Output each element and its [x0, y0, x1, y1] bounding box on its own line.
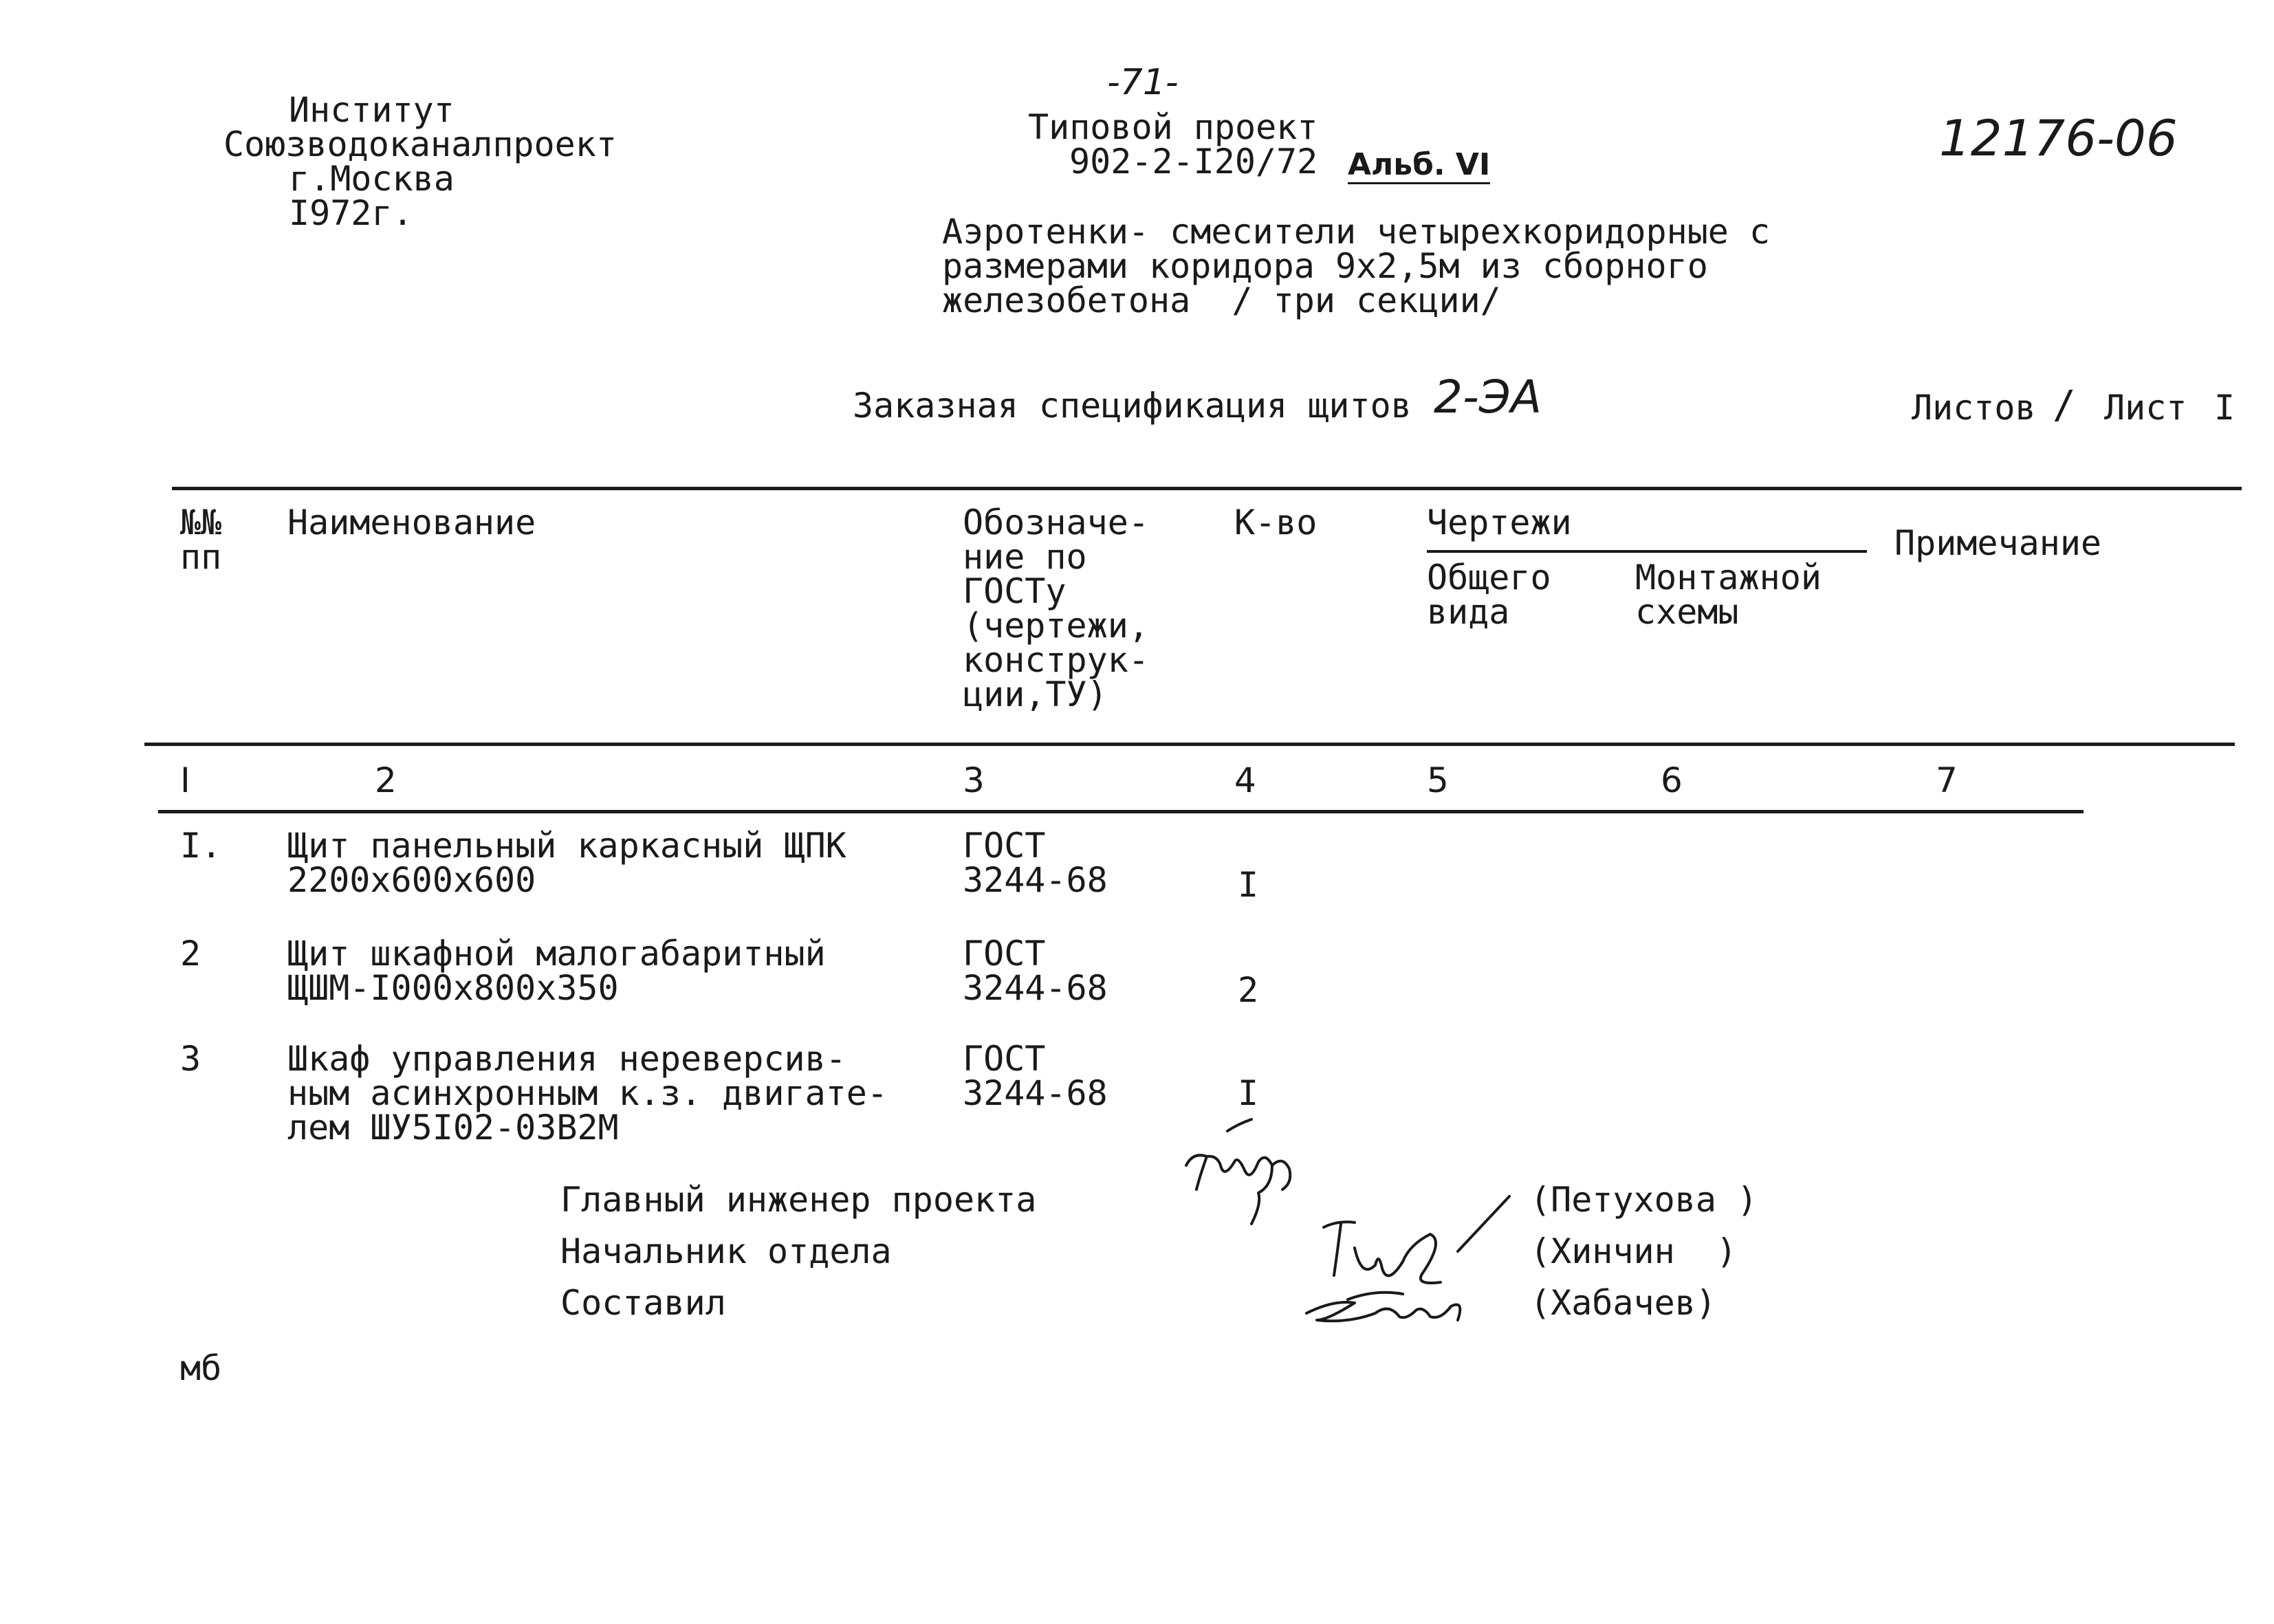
description-line-2: размерами коридора 9х2,5м из сборного	[942, 246, 1708, 286]
header-mounting-scheme: Монтажной схемы	[1635, 558, 1822, 632]
sheet-label: Лист	[2104, 388, 2187, 428]
signature-2-stroke	[1324, 1196, 1509, 1283]
column-number-1: I	[180, 760, 190, 800]
signature-role-department-head: Начальник отдела	[560, 1231, 892, 1271]
row-3-name: Шкаф управления нереверсив- ным асинхронным к.з. двигате- лем ШУ5I02-03В2М	[287, 1039, 888, 1148]
description-line-1: Аэротенки- смесители четырехкоридорные с	[942, 212, 1771, 252]
project-label: Типовой проект	[1028, 107, 1318, 147]
signature-3-stroke	[1307, 1293, 1460, 1321]
row-3-designation: ГОСТ 3244-68	[963, 1039, 1108, 1113]
header-num: №№ пп	[180, 503, 222, 577]
page-number: -71-	[1107, 62, 1179, 103]
inventory-number: 12176-06	[1939, 109, 2178, 167]
column-number-4: 4	[1234, 760, 1256, 800]
spec-code: 2-ЭА	[1434, 371, 1542, 424]
column-number-2: 2	[375, 760, 397, 800]
signature-name-department-head: (Хинчин )	[1530, 1231, 1738, 1271]
sheets-total-label: Листов	[1912, 388, 2036, 428]
signature-1-stroke	[1186, 1155, 1290, 1224]
institute-city: г.Москва	[289, 159, 455, 199]
table-top-rule	[172, 487, 2242, 490]
row-3-num: 3	[180, 1039, 201, 1079]
column-number-5: 5	[1427, 760, 1449, 800]
header-general-view: Общего вида	[1427, 558, 1551, 632]
sheets-total-value: /	[2053, 383, 2076, 428]
signature-role-chief-engineer: Главный инженер проекта	[560, 1180, 1037, 1220]
row-3-qty: I	[1238, 1073, 1259, 1113]
header-qty: К-во	[1234, 503, 1318, 542]
project-album: Альб. VI	[1348, 148, 1490, 184]
row-2-qty: 2	[1238, 970, 1259, 1010]
project-code: 902-2-I20/72	[1069, 142, 1318, 182]
handwritten-signatures	[1169, 1114, 1540, 1341]
column-numbers-bottom-rule	[158, 810, 2084, 813]
header-note: Примечание	[1894, 523, 2102, 563]
row-1-name: Щит панельный каркасный ЩПК 2200х600х600	[287, 826, 846, 900]
drawings-group-rule	[1427, 550, 1867, 553]
row-2-num: 2	[180, 934, 201, 974]
signature-role-compiled-by: Составил	[560, 1283, 726, 1323]
column-number-6: 6	[1661, 760, 1683, 800]
row-1-designation: ГОСТ 3244-68	[963, 826, 1108, 900]
signature-name-chief-engineer: (Петухова )	[1530, 1180, 1758, 1220]
sheet-value: I	[2214, 388, 2235, 428]
row-1-qty: I	[1238, 865, 1259, 905]
header-bottom-rule	[144, 743, 2235, 746]
column-number-3: 3	[963, 760, 985, 800]
row-1-num: I.	[180, 826, 222, 866]
institute-name: Институт	[289, 90, 455, 130]
description-line-3: железобетона / три секции/	[942, 281, 1501, 320]
spec-title: Заказная спецификация щитов	[853, 386, 1412, 426]
header-drawings: Чертежи	[1427, 503, 1572, 542]
institute-year: I972г.	[289, 193, 413, 233]
header-name: Наименование	[287, 503, 536, 542]
column-number-7: 7	[1936, 760, 1958, 800]
row-2-designation: ГОСТ 3244-68	[963, 934, 1108, 1008]
row-2-name: Щит шкафной малогабаритный ЩШМ-I000х800х350	[287, 934, 826, 1008]
signature-mark	[1227, 1119, 1251, 1131]
signature-name-compiled-by: (Хабачев)	[1530, 1283, 1716, 1323]
institute-org: Союзводоканалпроект	[223, 124, 617, 164]
header-designation: Обозначе- ние по ГОСТу (чертежи, конструк- ции,ТУ)	[963, 503, 1149, 714]
footer-mark: мб	[180, 1348, 222, 1388]
